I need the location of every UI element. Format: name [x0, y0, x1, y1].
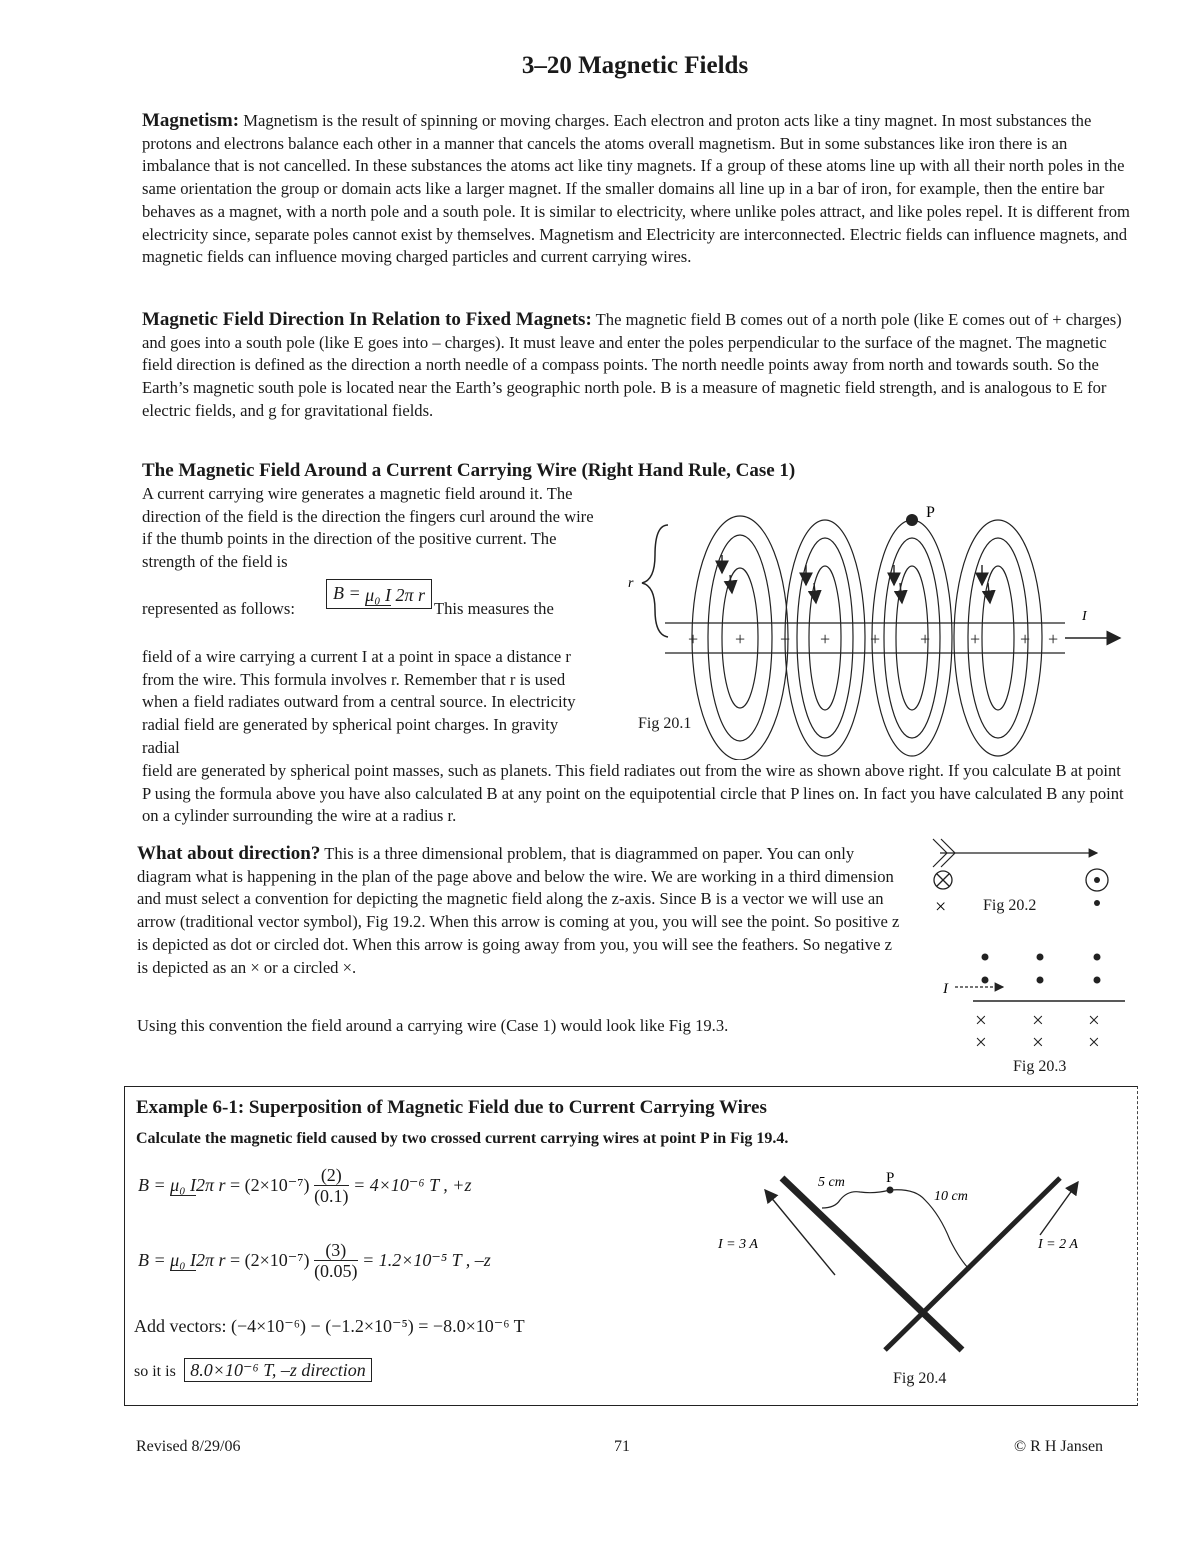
fig-20-4-diagram [700, 1160, 1100, 1370]
fig2-cross: × [935, 896, 947, 918]
wire-heading: The Magnetic Field Around a Current Carrying Wire (Right Hand Rule, Case 1) [142, 460, 796, 481]
direction-heading: What about direction? [137, 843, 321, 864]
eq1-result: = 4×10⁻⁶ T , +z [353, 1175, 472, 1195]
page-title: 3–20 Magnetic Fields [521, 52, 749, 79]
plus-7: + [970, 629, 981, 649]
label-P: P [926, 504, 935, 521]
eq2-result: = 1.2×10⁻⁵ T , –z [362, 1250, 491, 1270]
formula-num: μ₀ I [365, 584, 391, 605]
magnetism-section [142, 110, 1132, 269]
eq2-den1: 2π r [195, 1250, 226, 1270]
label-r: r [628, 576, 634, 591]
plus-8: + [1020, 629, 1031, 649]
fig4-label-10cm: 10 cm [934, 1189, 968, 1204]
wire-text-a: A current carrying wire generates a magnetic field around it. The direction of the field is the direction the fingers curl around the wire if the thumb points in the direction of the positive current. The strength of the field is [142, 484, 594, 572]
magnetism-text: Magnetism is the result of spinning or moving charges. Each electron and proton acts like a tiny magnet. In most substances the protons and electrons balance each other in a manner that cancels the atoms overall magnetism. But in some substances like iron there is an imbalance that is not cancelled. In these substances the atoms act like tiny magnets. If a group of these atoms line up with all their north poles in the same orientation the group or domain acts like a larger magnet. If the smaller domains all line up in a bar of iron, for example, then the entire bar behaves as a magnet, with a north pole and a south pole. It is similar to electricity, where unlike poles attract, and like poles repel. It is different from electricity since, separate poles cannot exist by themselves. Magnetism and Electricity are interconnected. Electric fields can influence magnets, and magnetic fields can influence moving charged particles and current carrying wires. [142, 111, 1130, 267]
eq2-den2: (0.05) [314, 1261, 358, 1281]
plus-9: + [1048, 629, 1059, 649]
eq1-num1: μ₀ I [170, 1175, 196, 1195]
fixed-magnets-text: The magnetic field B comes out of a north pole (like E comes out of + charges) and goes into a south pole (like E goes into – charges). It must leave and enter the poles perpendicular to the surface of the magnet. The magnetic field direction is defined as the direction a north needle of a compass points. The north needle points away from north and towards south. So the Earth’s magnetic south pole is located near the Earth’s geographic north pole. B is a measure of magnetic field strength, and is analogous to E for electric fields, and g for gravitational fields. [142, 310, 1122, 420]
footer-page-number: 71 [614, 1438, 630, 1455]
equation-2 [138, 1240, 491, 1292]
example-heading: Example 6-1: Superposition of Magnetic Field due to Current Carrying Wires [136, 1097, 767, 1118]
fig3-cross-1: × [975, 1008, 987, 1032]
label-I: I [1082, 609, 1087, 624]
fig4-label-I3: I = 3 A [718, 1237, 758, 1252]
plus-4: + [820, 629, 831, 649]
wire-text-c: field are generated by spherical point masses, such as planets. This field radiates out from the wire as shown above right. If you calculate B at point P using the formula above you have also calculated B at any point on the equipotential circle that P lines on. In fact you have calculated B any point on a cylinder surrounding the wire at a radius r. [142, 761, 1124, 826]
answer-line [134, 1360, 372, 1381]
direction-text-2: Using this convention the field around a carrying wire (Case 1) would look like Fig 19.3. [137, 1016, 729, 1035]
formula-line [142, 579, 602, 639]
fig-20-4-caption: Fig 20.4 [893, 1370, 947, 1387]
fig-20-3-caption: Fig 20.3 [1013, 1058, 1067, 1075]
eq2-num1: μ₀ I [170, 1250, 196, 1270]
magnetism-heading: Magnetism: [142, 110, 240, 131]
eq1-coef: = (2×10⁻⁷) [229, 1175, 310, 1195]
eq2-lhs: B = [138, 1250, 166, 1270]
plus-6: + [920, 629, 931, 649]
wire-text-b: field of a wire carrying a current I at a point in space a distance r from the wire. This formula involves r. Remember that r is used when a field radiates outward from a central source. In electricity radial field are generated by spherical point charges. In gravity radial [142, 647, 576, 757]
eq1-num2: (2) [314, 1165, 349, 1186]
direction-section [137, 843, 907, 979]
plus-3: + [780, 629, 791, 649]
fig3-cross-5: × [1032, 1030, 1044, 1054]
fig4-label-5cm: 5 cm [818, 1175, 845, 1190]
footer-revised: Revised 8/29/06 [136, 1438, 241, 1455]
fig-20-1-caption: Fig 20.1 [638, 715, 692, 732]
measures-label: This measures the [434, 599, 554, 618]
fig-20-1-diagram [620, 495, 1130, 760]
equation-1 [138, 1165, 471, 1217]
fixed-magnets-section [142, 309, 1127, 423]
eq1-den2: (0.1) [314, 1186, 349, 1206]
fig3-cross-4: × [975, 1030, 987, 1054]
so-it-is-label: so it is [134, 1363, 176, 1380]
eq2-num2: (3) [314, 1240, 358, 1261]
fig4-label-P: P [886, 1170, 895, 1186]
fig4-label-I2: I = 2 A [1038, 1237, 1078, 1252]
fig3-cross-3: × [1088, 1008, 1100, 1032]
field-formula-box [326, 579, 432, 609]
footer-copyright: © R H Jansen [1014, 1438, 1104, 1455]
plus-5: + [870, 629, 881, 649]
plus-2: + [735, 629, 746, 649]
eq1-lhs: B = [138, 1175, 166, 1195]
represented-label: represented as follows: [142, 599, 295, 618]
formula-den: 2π r [395, 584, 425, 605]
eq2-coef: = (2×10⁻⁷) [229, 1250, 310, 1270]
plus-1: + [688, 629, 699, 649]
direction-text: This is a three dimensional problem, that is diagrammed on paper. You can only diagram what is happening in the plan of the page above and below the wire. We are working in a third dimension and must select a convention for depicting the magnetic field along the z-axis. Since B is a vector we will use an arrow (traditional vector symbol), Fig 19.2. When this arrow is coming at you, you will see the point. So positive z is depicted as dot or circled dot. When this arrow is going away from you, you will see the feathers. So negative z is depicted as an × or a circled ×. [137, 844, 900, 977]
fig3-cross-2: × [1032, 1008, 1044, 1032]
fig3-label-I: I [943, 981, 948, 997]
answer-box: 8.0×10⁻⁶ T, –z direction [184, 1358, 371, 1382]
example-subheading: Calculate the magnetic field caused by two crossed current carrying wires at point P in Fig 19.4. [136, 1130, 789, 1147]
formula-lhs: B = [333, 583, 361, 603]
fig-20-2-caption: Fig 20.2 [983, 897, 1037, 914]
fixed-magnets-heading: Magnetic Field Direction In Relation to Fixed Magnets: [142, 309, 592, 330]
fig3-cross-6: × [1088, 1030, 1100, 1054]
fig-20-2-3-diagram [925, 835, 1135, 1075]
add-vectors-line: Add vectors: (−4×10⁻⁶) − (−1.2×10⁻⁵) = −8.0×10⁻⁶ T [134, 1316, 525, 1336]
eq1-den1: 2π r [195, 1175, 226, 1195]
